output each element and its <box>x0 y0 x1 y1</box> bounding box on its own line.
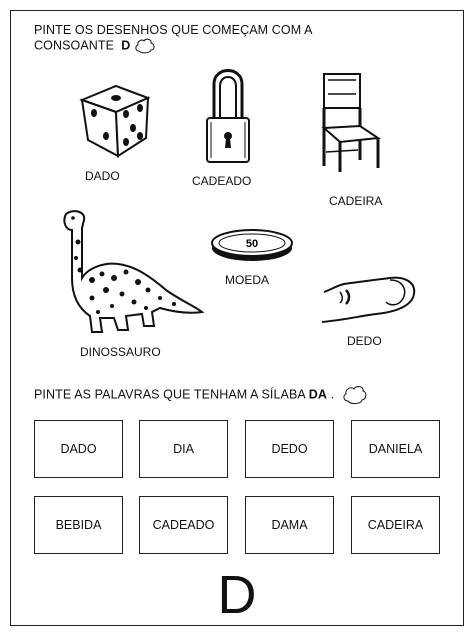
label-cadeira: CADEIRA <box>329 194 383 208</box>
instruction-line-2-prefix: CONSOANTE <box>34 38 115 53</box>
cloud-icon <box>134 37 156 55</box>
big-letter-d: D <box>217 565 257 625</box>
instruction-syllable-prefix: PINTE AS PALAVRAS QUE TENHAM A SÍLABA <box>34 387 306 402</box>
label-cadeado: CADEADO <box>192 174 252 188</box>
word-label: DANIELA <box>368 442 423 456</box>
word-box-cadeira[interactable] <box>351 496 440 554</box>
word-label: BEBIDA <box>55 518 102 532</box>
instruction-syllable-suffix: . <box>330 387 335 402</box>
label-dinossauro: DINOSSAURO <box>80 345 161 359</box>
word-box-bebida[interactable] <box>34 496 123 554</box>
target-syllable: DA <box>308 387 328 402</box>
cloud-icon <box>342 384 368 406</box>
word-box-cadeado[interactable] <box>139 496 228 554</box>
instruction-line-1: PINTE OS DESENHOS QUE COMEÇAM COM A <box>34 23 313 37</box>
padlock-drawing <box>203 62 253 166</box>
target-letter: D <box>121 38 131 53</box>
instruction-consonant <box>34 23 313 55</box>
chair-drawing <box>318 68 382 176</box>
word-label: DEDO <box>271 442 308 456</box>
dice-drawing <box>76 78 156 158</box>
word-label: DAMA <box>271 518 308 532</box>
dinosaur-drawing <box>56 208 204 336</box>
word-box-dia[interactable] <box>139 420 228 478</box>
instruction-syllable <box>34 384 368 406</box>
word-box-dedo[interactable] <box>245 420 334 478</box>
word-box-dado[interactable] <box>34 420 123 478</box>
word-box-dama[interactable] <box>245 496 334 554</box>
instruction-line-2 <box>34 37 313 55</box>
word-box-daniela[interactable] <box>351 420 440 478</box>
word-label: DADO <box>60 442 97 456</box>
word-label: DIA <box>173 442 194 456</box>
label-moeda: MOEDA <box>225 273 270 287</box>
svg-text:50: 50 <box>245 238 259 250</box>
word-label: CADEIRA <box>367 518 424 532</box>
word-label: CADEADO <box>152 518 215 532</box>
finger-drawing <box>320 270 420 328</box>
label-dado: DADO <box>85 169 120 183</box>
coin-drawing <box>210 226 296 264</box>
label-dedo: DEDO <box>347 334 382 348</box>
